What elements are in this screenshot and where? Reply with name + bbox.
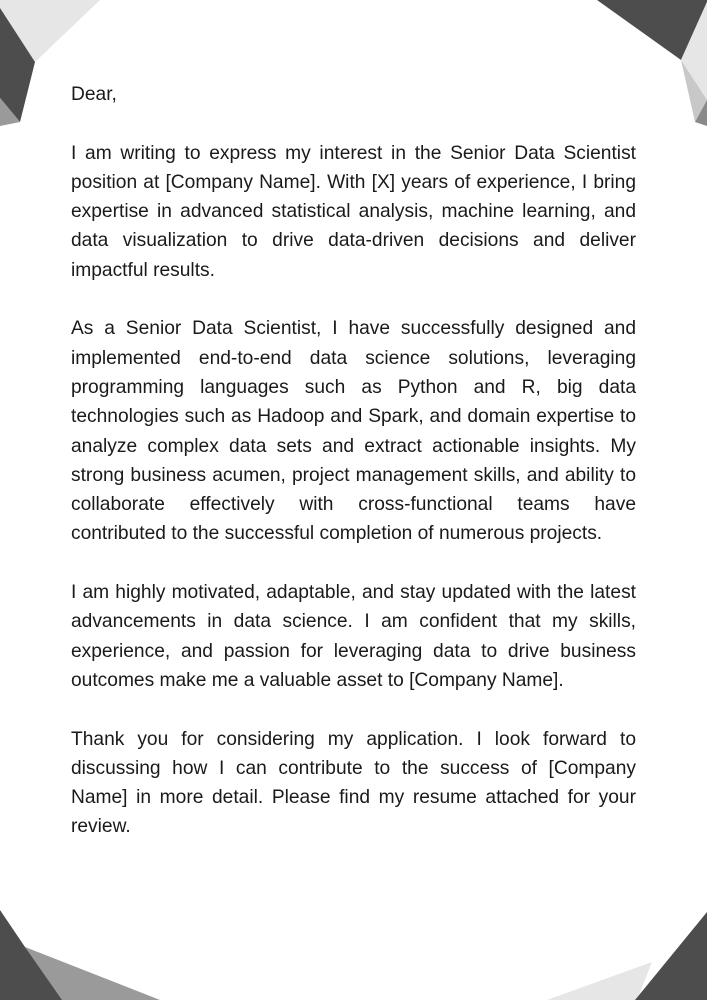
paragraph-motivation: I am highly motivated, adaptable, and stay updated with the latest advancements in data science. I am confident that my skills, experience, and passion for leveraging data to drive business outcomes make me a valuable asset to [Company Name]. (71, 582, 636, 691)
paragraph-intro: I am writing to express my interest in the Senior Data Scientist position at [Company Name]. With [X] years of experience, I bring expertise in advanced statistical analysis, machine learning, and data visualization to drive data-driven decisions and deliver impactful results. (71, 142, 636, 281)
bottom-left-corner-decoration (0, 910, 160, 1000)
bottom-right-corner-decoration (547, 910, 707, 1000)
corner-shape-dark (635, 912, 707, 1000)
cover-letter-body (71, 80, 636, 871)
corner-shape-light (547, 962, 652, 1000)
paragraph-closing: Thank you for considering my application. I look forward to discussing how I can contribute to the success of [Company Name] in more detail. Please find my resume attached for your review. (71, 728, 636, 838)
paragraph-experience: As a Senior Data Scientist, I have successfully designed and implemented end-to-end data science solutions, leveraging programming languages such as Python and R, big data technologies such as Hadoop and Spark, and domain expertise to analyze complex data sets and extract actionable insights. My strong business acumen, project management skills, and ability to collaborate effectively with cross-functional teams have contributed to the successful completion of numerous projects. (71, 318, 636, 545)
salutation: Dear, (71, 84, 117, 105)
